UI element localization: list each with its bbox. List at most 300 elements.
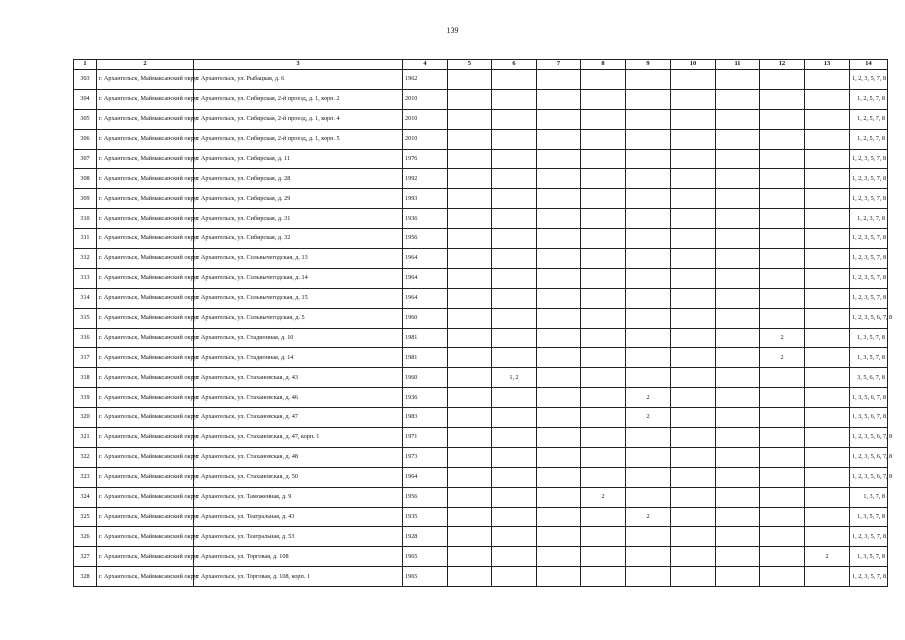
district-cell: г. Архангельск, Маймаксанский округ	[97, 268, 194, 288]
year-cell: 1965	[403, 547, 448, 567]
col9-cell	[626, 189, 671, 209]
table-row	[74, 567, 888, 587]
district-cell: г. Архангельск, Маймаксанский округ	[97, 567, 194, 587]
col5-cell	[448, 328, 492, 348]
col8-cell	[581, 70, 626, 90]
col12-cell	[760, 547, 805, 567]
column-header-10: 10	[671, 60, 716, 70]
col13-cell	[805, 209, 850, 229]
col14-cell: 1, 2, 5, 7, 8	[850, 89, 888, 109]
row-number-cell: 307	[74, 149, 97, 169]
col5-cell	[448, 447, 492, 467]
col11-cell	[716, 328, 760, 348]
col13-cell	[805, 567, 850, 587]
col12-cell	[760, 209, 805, 229]
col14-cell: 3, 5, 6, 7, 8	[850, 368, 888, 388]
column-header-12: 12	[760, 60, 805, 70]
col5-cell	[448, 229, 492, 249]
col10-cell	[671, 428, 716, 448]
col13-cell	[805, 467, 850, 487]
col12-cell	[760, 149, 805, 169]
col8-cell	[581, 447, 626, 467]
col9-cell	[626, 348, 671, 368]
col13-cell	[805, 408, 850, 428]
col12-cell	[760, 70, 805, 90]
col7-cell	[537, 209, 581, 229]
col9-cell	[626, 567, 671, 587]
col9-cell	[626, 268, 671, 288]
col7-cell	[537, 348, 581, 368]
col9-cell	[626, 547, 671, 567]
address-cell: г. Архангельск, ул. Стахановская, д. 50	[194, 467, 403, 487]
col7-cell	[537, 89, 581, 109]
col11-cell	[716, 408, 760, 428]
district-cell: г. Архангельск, Маймаксанский округ	[97, 209, 194, 229]
col14-cell: 1, 2, 3, 5, 6, 7, 8	[850, 428, 888, 448]
address-cell: г. Архангельск, ул. Театральная, д. 43	[194, 507, 403, 527]
col9-cell	[626, 229, 671, 249]
col12-cell	[760, 169, 805, 189]
district-cell: г. Архангельск, Маймаксанский округ	[97, 229, 194, 249]
col8-cell	[581, 169, 626, 189]
col8-cell	[581, 149, 626, 169]
address-cell: г. Архангельск, ул. Стахановская, д. 47, корп. 1	[194, 428, 403, 448]
col6-cell	[492, 507, 537, 527]
col12-cell	[760, 447, 805, 467]
table-row	[74, 129, 888, 149]
year-cell: 1971	[403, 428, 448, 448]
col10-cell	[671, 348, 716, 368]
column-header-9: 9	[626, 60, 671, 70]
col7-cell	[537, 368, 581, 388]
address-cell: г. Архангельск, ул. Сибирская, д. 31	[194, 209, 403, 229]
col11-cell	[716, 209, 760, 229]
col8-cell	[581, 388, 626, 408]
col8-cell	[581, 527, 626, 547]
table-row	[74, 209, 888, 229]
col14-cell: 1, 2, 3, 5, 7, 8	[850, 149, 888, 169]
year-cell: 2010	[403, 129, 448, 149]
col11-cell	[716, 169, 760, 189]
col6-cell	[492, 189, 537, 209]
col10-cell	[671, 70, 716, 90]
col7-cell	[537, 547, 581, 567]
col14-cell: 1, 3, 5, 6, 7, 8	[850, 408, 888, 428]
year-cell: 1936	[403, 388, 448, 408]
year-cell: 1993	[403, 189, 448, 209]
col12-cell	[760, 388, 805, 408]
col5-cell	[448, 527, 492, 547]
year-cell: 2010	[403, 109, 448, 129]
col7-cell	[537, 527, 581, 547]
col11-cell	[716, 89, 760, 109]
col10-cell	[671, 507, 716, 527]
col6-cell	[492, 209, 537, 229]
table-row	[74, 388, 888, 408]
row-number-cell: 326	[74, 527, 97, 547]
col7-cell	[537, 70, 581, 90]
col9-cell	[626, 368, 671, 388]
col10-cell	[671, 209, 716, 229]
col7-cell	[537, 388, 581, 408]
row-number-cell: 310	[74, 209, 97, 229]
col10-cell	[671, 189, 716, 209]
col13-cell	[805, 89, 850, 109]
col12-cell	[760, 89, 805, 109]
col13-cell	[805, 428, 850, 448]
address-cell: г. Архангельск, ул. Стахановская, д. 47	[194, 408, 403, 428]
col5-cell	[448, 487, 492, 507]
col11-cell	[716, 189, 760, 209]
col14-cell: 1, 2, 3, 5, 7, 8	[850, 249, 888, 269]
col7-cell	[537, 169, 581, 189]
col12-cell	[760, 109, 805, 129]
col5-cell	[448, 129, 492, 149]
col10-cell	[671, 447, 716, 467]
col11-cell	[716, 507, 760, 527]
col9-cell	[626, 328, 671, 348]
col13-cell	[805, 328, 850, 348]
col11-cell	[716, 308, 760, 328]
col6-cell	[492, 467, 537, 487]
col13-cell	[805, 268, 850, 288]
table-row	[74, 348, 888, 368]
col7-cell	[537, 408, 581, 428]
table-row	[74, 428, 888, 448]
col13-cell	[805, 527, 850, 547]
column-header-7: 7	[537, 60, 581, 70]
col6-cell	[492, 527, 537, 547]
address-cell: г. Архангельск, ул. Стадионная, д. 10	[194, 328, 403, 348]
table-row	[74, 408, 888, 428]
col5-cell	[448, 149, 492, 169]
address-cell: г. Архангельск, ул. Таможенная, д. 9	[194, 487, 403, 507]
address-cell: г. Архангельск, ул. Сольвычегодская, д. 14	[194, 268, 403, 288]
col8-cell	[581, 428, 626, 448]
col9-cell: 2	[626, 388, 671, 408]
column-header-4: 4	[403, 60, 448, 70]
col8-cell	[581, 249, 626, 269]
col14-cell: 1, 2, 5, 7, 8	[850, 109, 888, 129]
col6-cell	[492, 288, 537, 308]
table-row	[74, 268, 888, 288]
col13-cell	[805, 368, 850, 388]
col14-cell: 1, 2, 3, 5, 7, 8	[850, 268, 888, 288]
district-cell: г. Архангельск, Маймаксанский округ	[97, 129, 194, 149]
col6-cell	[492, 567, 537, 587]
col8-cell	[581, 229, 626, 249]
col7-cell	[537, 328, 581, 348]
col7-cell	[537, 268, 581, 288]
year-cell: 1962	[403, 70, 448, 90]
col5-cell	[448, 567, 492, 587]
table-row	[74, 288, 888, 308]
address-cell: г. Архангельск, ул. Сибирская, 2-й проезд, д. 1, корп. 5	[194, 129, 403, 149]
col10-cell	[671, 268, 716, 288]
col10-cell	[671, 328, 716, 348]
col11-cell	[716, 109, 760, 129]
col14-cell: 1, 2, 3, 5, 7, 8	[850, 567, 888, 587]
col11-cell	[716, 388, 760, 408]
col10-cell	[671, 487, 716, 507]
district-cell: г. Архангельск, Маймаксанский округ	[97, 487, 194, 507]
row-number-cell: 303	[74, 70, 97, 90]
row-number-cell: 327	[74, 547, 97, 567]
column-header-3: 3	[194, 60, 403, 70]
row-number-cell: 308	[74, 169, 97, 189]
address-cell: г. Архангельск, ул. Стахановская, д. 43	[194, 368, 403, 388]
col5-cell	[448, 408, 492, 428]
district-cell: г. Архангельск, Маймаксанский округ	[97, 547, 194, 567]
col12-cell	[760, 268, 805, 288]
col6-cell	[492, 447, 537, 467]
col8-cell	[581, 89, 626, 109]
col14-cell: 1, 2, 3, 5, 6, 7, 8	[850, 308, 888, 328]
col9-cell	[626, 428, 671, 448]
address-cell: г. Архангельск, ул. Стадионная, д. 14	[194, 348, 403, 368]
year-cell: 2010	[403, 89, 448, 109]
col6-cell	[492, 308, 537, 328]
col6-cell	[492, 487, 537, 507]
col13-cell	[805, 348, 850, 368]
district-cell: г. Архангельск, Маймаксанский округ	[97, 328, 194, 348]
year-cell: 1936	[403, 209, 448, 229]
col9-cell	[626, 487, 671, 507]
year-cell: 1983	[403, 408, 448, 428]
col7-cell	[537, 249, 581, 269]
col8-cell	[581, 567, 626, 587]
col5-cell	[448, 70, 492, 90]
address-cell: г. Архангельск, ул. Рыбацкая, д. 6	[194, 70, 403, 90]
row-number-cell: 322	[74, 447, 97, 467]
col10-cell	[671, 288, 716, 308]
col13-cell	[805, 249, 850, 269]
col12-cell	[760, 507, 805, 527]
column-header-14: 14	[850, 60, 888, 70]
col12-cell	[760, 229, 805, 249]
col8-cell	[581, 209, 626, 229]
year-cell: 1965	[403, 567, 448, 587]
year-cell: 1960	[403, 368, 448, 388]
col12-cell	[760, 308, 805, 328]
col14-cell: 1, 2, 3, 5, 6, 7, 8	[850, 447, 888, 467]
table-row	[74, 249, 888, 269]
col6-cell	[492, 149, 537, 169]
col10-cell	[671, 527, 716, 547]
col9-cell	[626, 109, 671, 129]
col9-cell	[626, 70, 671, 90]
col12-cell	[760, 487, 805, 507]
col8-cell	[581, 507, 626, 527]
col5-cell	[448, 348, 492, 368]
table-row	[74, 368, 888, 388]
col10-cell	[671, 149, 716, 169]
col8-cell	[581, 288, 626, 308]
col8-cell	[581, 308, 626, 328]
col13-cell	[805, 507, 850, 527]
row-number-cell: 323	[74, 467, 97, 487]
col5-cell	[448, 249, 492, 269]
col13-cell	[805, 308, 850, 328]
col11-cell	[716, 368, 760, 388]
col13-cell	[805, 109, 850, 129]
col7-cell	[537, 229, 581, 249]
col13-cell	[805, 229, 850, 249]
col12-cell	[760, 428, 805, 448]
col12-cell	[760, 408, 805, 428]
col6-cell	[492, 388, 537, 408]
district-cell: г. Архангельск, Маймаксанский округ	[97, 368, 194, 388]
col8-cell	[581, 328, 626, 348]
col8-cell	[581, 467, 626, 487]
col11-cell	[716, 288, 760, 308]
district-cell: г. Архангельск, Маймаксанский округ	[97, 527, 194, 547]
col6-cell	[492, 547, 537, 567]
col7-cell	[537, 428, 581, 448]
col10-cell	[671, 408, 716, 428]
district-cell: г. Архангельск, Маймаксанский округ	[97, 507, 194, 527]
col7-cell	[537, 189, 581, 209]
district-cell: г. Архангельск, Маймаксанский округ	[97, 89, 194, 109]
table-row	[74, 507, 888, 527]
col14-cell: 1, 2, 3, 5, 7, 8	[850, 169, 888, 189]
col11-cell	[716, 249, 760, 269]
col6-cell	[492, 89, 537, 109]
col14-cell: 1, 3, 5, 7, 8	[850, 328, 888, 348]
row-number-cell: 309	[74, 189, 97, 209]
col6-cell: 1, 2	[492, 368, 537, 388]
col7-cell	[537, 288, 581, 308]
row-number-cell: 317	[74, 348, 97, 368]
col14-cell: 1, 3, 5, 7, 8	[850, 507, 888, 527]
year-cell: 1976	[403, 149, 448, 169]
district-cell: г. Архангельск, Маймаксанский округ	[97, 388, 194, 408]
col10-cell	[671, 229, 716, 249]
column-header-13: 13	[805, 60, 850, 70]
col14-cell: 1, 2, 3, 5, 7, 8	[850, 189, 888, 209]
year-cell: 1964	[403, 288, 448, 308]
col6-cell	[492, 328, 537, 348]
address-cell: г. Архангельск, ул. Сибирская, 2-й проезд, д. 1, корп. 2	[194, 89, 403, 109]
col10-cell	[671, 109, 716, 129]
col10-cell	[671, 547, 716, 567]
col7-cell	[537, 467, 581, 487]
col6-cell	[492, 70, 537, 90]
row-number-cell: 316	[74, 328, 97, 348]
row-number-cell: 318	[74, 368, 97, 388]
table-row	[74, 189, 888, 209]
col11-cell	[716, 229, 760, 249]
col11-cell	[716, 428, 760, 448]
row-number-cell: 328	[74, 567, 97, 587]
address-cell: г. Архангельск, ул. Театральная, д. 53	[194, 527, 403, 547]
page-number: 139	[446, 26, 459, 35]
year-cell: 1964	[403, 249, 448, 269]
district-cell: г. Архангельск, Маймаксанский округ	[97, 308, 194, 328]
col7-cell	[537, 447, 581, 467]
col13-cell	[805, 149, 850, 169]
col10-cell	[671, 368, 716, 388]
col11-cell	[716, 70, 760, 90]
col8-cell	[581, 109, 626, 129]
col11-cell	[716, 567, 760, 587]
col13-cell	[805, 129, 850, 149]
col9-cell	[626, 129, 671, 149]
column-header-2: 2	[97, 60, 194, 70]
row-number-cell: 305	[74, 109, 97, 129]
col6-cell	[492, 408, 537, 428]
col8-cell	[581, 368, 626, 388]
address-cell: г. Архангельск, ул. Сибирская, д. 32	[194, 229, 403, 249]
col9-cell: 2	[626, 507, 671, 527]
table-row	[74, 229, 888, 249]
col14-cell: 1, 2, 3, 5, 7, 8	[850, 288, 888, 308]
year-cell: 1981	[403, 328, 448, 348]
address-cell: г. Архангельск, ул. Торговая, д. 108, корп. 1	[194, 567, 403, 587]
table-row	[74, 70, 888, 90]
table-row	[74, 308, 888, 328]
col5-cell	[448, 428, 492, 448]
col10-cell	[671, 467, 716, 487]
district-cell: г. Архангельск, Маймаксанский округ	[97, 189, 194, 209]
col14-cell: 1, 3, 5, 7, 8	[850, 547, 888, 567]
col13-cell: 2	[805, 547, 850, 567]
col12-cell	[760, 288, 805, 308]
row-number-cell: 314	[74, 288, 97, 308]
col6-cell	[492, 129, 537, 149]
district-cell: г. Архангельск, Маймаксанский округ	[97, 288, 194, 308]
year-cell: 1935	[403, 507, 448, 527]
address-cell: г. Архангельск, ул. Стахановская, д. 46	[194, 388, 403, 408]
col14-cell: 1, 3, 5, 6, 7, 8	[850, 388, 888, 408]
table-row	[74, 547, 888, 567]
year-cell: 1981	[403, 348, 448, 368]
col5-cell	[448, 368, 492, 388]
col6-cell	[492, 268, 537, 288]
year-cell: 1973	[403, 447, 448, 467]
col8-cell: 2	[581, 487, 626, 507]
year-cell: 1956	[403, 229, 448, 249]
district-cell: г. Архангельск, Маймаксанский округ	[97, 169, 194, 189]
column-header-8: 8	[581, 60, 626, 70]
col8-cell	[581, 348, 626, 368]
col13-cell	[805, 169, 850, 189]
col14-cell: 1, 2, 3, 7, 8	[850, 209, 888, 229]
col5-cell	[448, 89, 492, 109]
col11-cell	[716, 487, 760, 507]
district-cell: г. Архангельск, Маймаксанский округ	[97, 428, 194, 448]
col6-cell	[492, 348, 537, 368]
district-cell: г. Архангельск, Маймаксанский округ	[97, 467, 194, 487]
table-header	[74, 60, 888, 70]
col8-cell	[581, 547, 626, 567]
row-number-cell: 321	[74, 428, 97, 448]
col12-cell	[760, 189, 805, 209]
col9-cell	[626, 169, 671, 189]
col10-cell	[671, 89, 716, 109]
column-header-6: 6	[492, 60, 537, 70]
col5-cell	[448, 388, 492, 408]
col8-cell	[581, 129, 626, 149]
col11-cell	[716, 149, 760, 169]
row-number-cell: 311	[74, 229, 97, 249]
col5-cell	[448, 288, 492, 308]
col6-cell	[492, 249, 537, 269]
col5-cell	[448, 547, 492, 567]
col12-cell: 2	[760, 328, 805, 348]
col13-cell	[805, 487, 850, 507]
column-header-1: 1	[74, 60, 97, 70]
